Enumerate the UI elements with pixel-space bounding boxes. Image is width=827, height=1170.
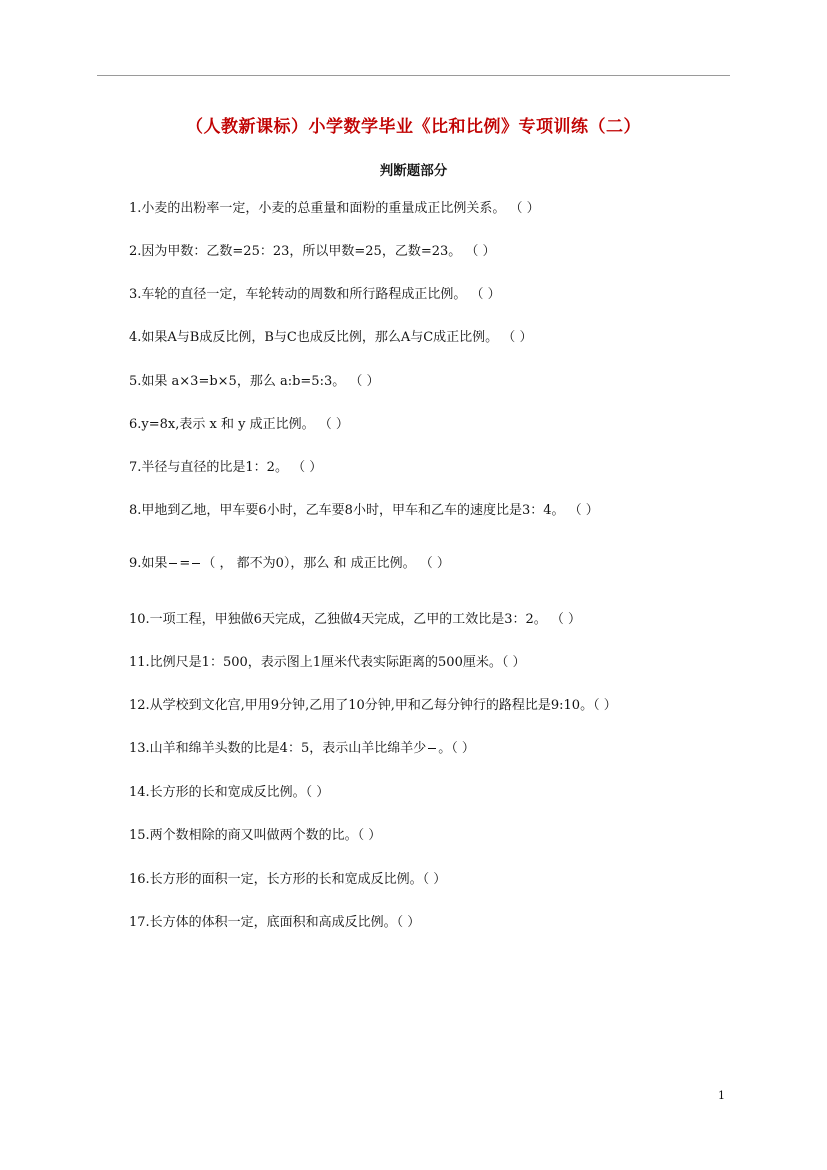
question-2: 2.因为甲数：乙数=25：23，所以甲数=25，乙数=23。 （ ） — [129, 244, 496, 259]
fraction-bar — [192, 563, 200, 564]
question-9-rest: （ ， 都不为0），那么 和 成正比例。 （ ） — [202, 556, 450, 571]
page-number: 1 — [718, 1089, 725, 1102]
question-7: 7.半径与直径的比是1：2。 （ ） — [129, 460, 323, 475]
question-9 — [129, 556, 450, 572]
question-14: 14.长方形的长和宽成反比例。（ ） — [129, 785, 330, 800]
question-12: 12.从学校到文化宫,甲用9分钟,乙用了10分钟,甲和乙每分钟行的路程比是9:10。（ ） — [129, 698, 617, 713]
question-16: 16.长方形的面积一定，长方形的长和宽成反比例。（ ） — [129, 872, 447, 887]
question-8: 8.甲地到乙地，甲车要6小时，乙车要8小时，甲车和乙车的速度比是3：4。 （ ） — [129, 503, 599, 518]
question-10: 10.一项工程，甲独做6天完成，乙独做4天完成，乙甲的工效比是3：2。 （ ） — [129, 612, 582, 627]
question-13-lead: 13.山羊和绵羊头数的比是4：5，表示山羊比绵羊少 — [129, 741, 427, 756]
question-15: 15.两个数相除的商又叫做两个数的比。（ ） — [129, 828, 382, 843]
question-13 — [129, 741, 475, 757]
fraction-bar — [169, 563, 177, 564]
question-11: 11.比例尺是1：500，表示图上1厘米代表实际距离的500厘米。（ ） — [129, 655, 526, 670]
question-1: 1.小麦的出粉率一定，小麦的总重量和面粉的重量成正比例关系。 （ ） — [129, 201, 540, 216]
question-17: 17.长方体的体积一定，底面积和高成反比例。（ ） — [129, 915, 421, 930]
section-heading: 判断题部分 — [379, 163, 448, 179]
question-4: 4.如果A与B成反比例，B与C也成反比例，那么A与C成正比例。 （ ） — [129, 330, 533, 345]
question-3: 3.车轮的直径一定，车轮转动的周数和所行路程成正比例。 （ ） — [129, 287, 501, 302]
question-6: 6.y=8x,表示 x 和 y 成正比例。 （ ） — [129, 417, 349, 432]
fraction-bar — [428, 748, 436, 749]
question-9-equals: = — [179, 556, 191, 571]
header-rule — [97, 75, 730, 76]
question-5: 5.如果 a×3=b×5，那么 a:b=5:3。 （ ） — [129, 374, 380, 389]
document-title: （人教新课标）小学数学毕业《比和比例》专项训练（二） — [186, 117, 641, 137]
question-9-lead: 9.如果 — [129, 556, 168, 571]
question-13-tail: 。（ ） — [438, 741, 475, 756]
